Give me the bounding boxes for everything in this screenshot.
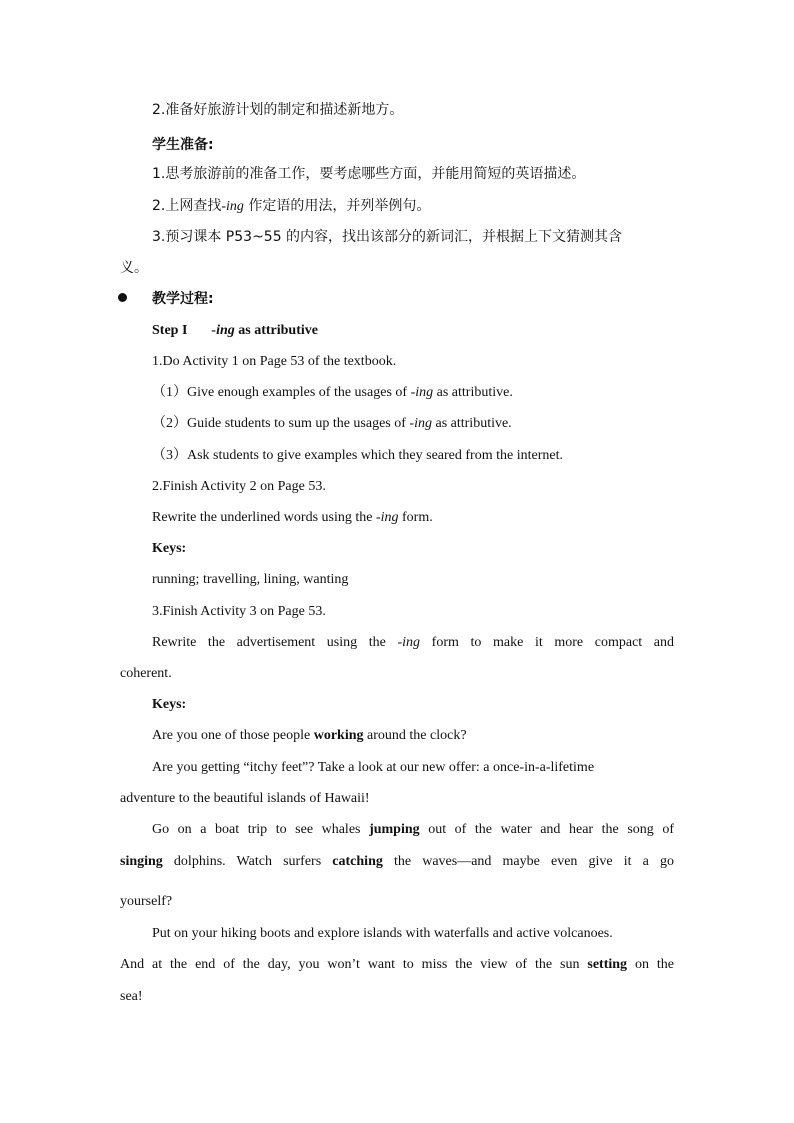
ad-paragraph-4: Put on your hiking boots and explore islands with waterfalls and active volcanoes.: [152, 926, 613, 941]
sub-item-3: （3）Ask students to give examples which they seared from the internet.: [152, 448, 563, 463]
item2-text-b: 作定语的用法，并列举例句。: [243, 198, 431, 214]
rewrite-3: [152, 634, 674, 652]
keys-label-2: Keys:: [152, 697, 187, 712]
ad-paragraph-2: Are you getting “itchy feet”? Take a look at our new offer: a once-in-a-lifetime: [152, 760, 595, 775]
student-prep-item-3: 3.预习课本 P53~55 的内容，找出该部分的新词汇，并根据上下文猜测其含: [152, 229, 623, 245]
p3-bold-3: catching: [332, 854, 383, 869]
item2-ing: -ing: [221, 199, 244, 214]
student-prep-item-3-cont: 义。: [120, 260, 148, 276]
p3-text-a: Go on a boat trip to see whales: [152, 822, 370, 837]
rewrite3-text-a: Rewrite the advertisement using the: [152, 635, 398, 650]
p3-bold-2: singing: [120, 854, 163, 869]
p4-bold: setting: [587, 957, 628, 972]
step-heading: [152, 322, 674, 340]
student-prep-item-1: 1.思考旅游前的准备工作，要考虑哪些方面，并能用简短的英语描述。: [152, 166, 586, 182]
item2-text-a: 2.上网查找: [152, 198, 222, 214]
rewrite2-text-a: Rewrite the underlined words using the: [152, 510, 376, 525]
keys-label-1: Keys:: [152, 541, 187, 556]
process-heading: 教学过程:: [152, 291, 214, 307]
ad-paragraph-4-cont: [120, 956, 674, 974]
rewrite-3-cont: coherent.: [120, 666, 172, 681]
ad-paragraph-3: [152, 821, 674, 839]
ad-paragraph-2-cont: adventure to the beautiful islands of Hawaii!: [120, 791, 370, 806]
sub2-ing: -ing: [409, 416, 432, 431]
rewrite3-text-b: form to make it more compact and: [420, 635, 675, 650]
p3-text-d: the waves—and maybe even give it a go: [382, 854, 674, 869]
sub1-ing: -ing: [410, 385, 434, 400]
teacher-prep-item-2: 2.准备好旅游计划的制定和描述新地方。: [152, 102, 404, 118]
rewrite2-ing: -ing: [375, 510, 399, 525]
p1-text-b: around the clock?: [363, 728, 467, 743]
sub-item-1: [152, 384, 674, 402]
sub2-text-a: （2）Guide students to sum up the usages of: [152, 416, 410, 431]
p3-bold-1: jumping: [369, 822, 420, 837]
ad-paragraph-3-cont-2: yourself?: [120, 894, 173, 909]
step-rest: as attributive: [234, 323, 318, 338]
student-prep-heading: 学生准备:: [152, 137, 214, 153]
p4-text-a: And at the end of the day, you won’t want to miss the view of the sun: [120, 957, 588, 972]
sub-item-2: [152, 415, 674, 433]
rewrite3-ing: -ing: [397, 635, 421, 650]
sub2-text-b: as attributive.: [431, 416, 512, 431]
p1-text-a: Are you one of those people: [152, 728, 314, 743]
ad-paragraph-4-cont-2: sea!: [120, 989, 143, 1004]
p3-text-c: dolphins. Watch surfers: [162, 854, 333, 869]
student-prep-item-2: [152, 197, 674, 216]
p3-text-b: out of the water and hear the song of: [419, 822, 675, 837]
step-ing: -ing: [211, 323, 235, 338]
sub1-text-a: （1）Give enough examples of the usages of: [152, 385, 411, 400]
activity-2: 2.Finish Activity 2 on Page 53.: [152, 479, 326, 494]
p1-bold: working: [313, 728, 364, 743]
rewrite-2: [152, 509, 674, 527]
step-label: Step I: [152, 323, 188, 338]
ad-paragraph-3-cont: [120, 853, 674, 871]
bullet-icon: [118, 293, 127, 302]
activity-1: 1.Do Activity 1 on Page 53 of the textbook.: [152, 354, 397, 369]
p4-text-b: on the: [627, 957, 674, 972]
rewrite2-text-b: form.: [398, 510, 433, 525]
activity-3: 3.Finish Activity 3 on Page 53.: [152, 604, 326, 619]
keys-answers-1: running; travelling, lining, wanting: [152, 572, 349, 587]
sub1-text-b: as attributive.: [433, 385, 513, 400]
ad-paragraph-1: [152, 727, 674, 745]
